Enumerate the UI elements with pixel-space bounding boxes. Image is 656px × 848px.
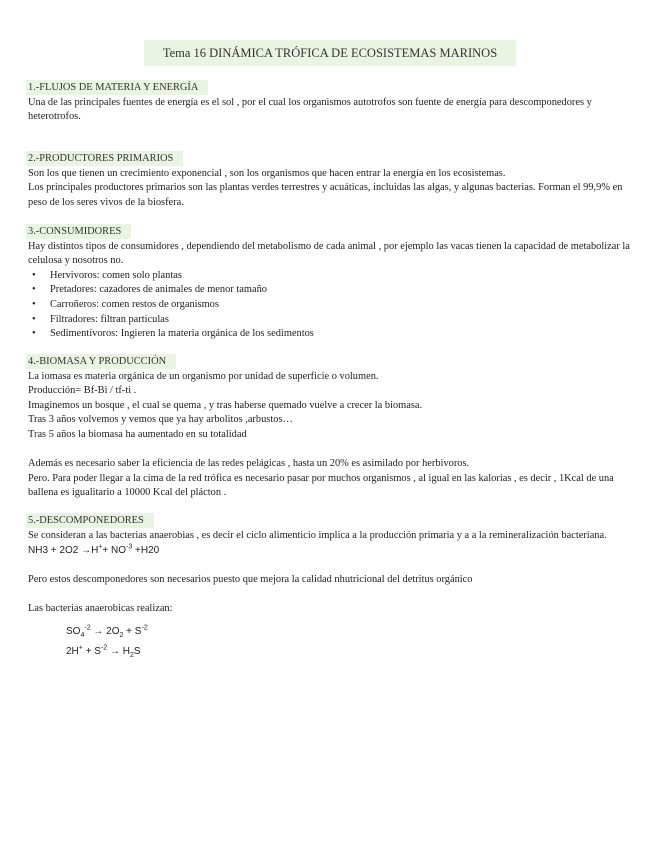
- paragraph: Pero estos descomponedores son necesarios puesto que mejora la calidad nhutricional del detritus orgánico: [28, 573, 473, 585]
- paragraph: Son los que tienen un crecimiento exponencial , son los organismos que hacen entrar la energía en los ecosistemas.: [28, 167, 506, 179]
- reaction-equation: $NH3 + 2O2 \to H^++ NO^{-3} +H20$: [28, 543, 160, 557]
- list-item: • Carroñeros: comen restos de organismos: [28, 298, 632, 313]
- section-heading: 3.-CONSUMIDORES: [26, 224, 131, 239]
- consumer-list: [28, 269, 632, 342]
- paragraph: Las bacterias anaerobicas realizan:: [28, 602, 173, 614]
- section-descomponedores: [28, 513, 632, 665]
- section-heading: 5.-DESCOMPONEDORES: [26, 513, 154, 528]
- paragraph: Pero. Para poder llegar a la cima de la red trófica es necesario pasar por muchos organismos , al igual en las kalorias , es decir , 1Kcal de una ballena es igualitario a 10000 Kcal del plácton .: [28, 472, 614, 499]
- paragraph: Se consideran a las bacterias anaerobias , es decir el ciclo alimenticio implica a la producción primaria y a a la remineralización bacteriana.: [28, 529, 607, 541]
- section-biomasa: [28, 354, 632, 501]
- list-item: • Filtradores: filtran particulas: [28, 313, 632, 328]
- paragraph: Los principales productores primarios son las plantas verdes terrestres y acuáticas, incluidas las algas, y algunas bacterias. Forman el 99,9% en peso de los seres vivos de la biosfera.: [28, 182, 623, 208]
- text-line: Tras 5 años la biomasa ha aumentado en su totalidad: [28, 428, 247, 440]
- section-flujos: [28, 80, 632, 125]
- list-item: • Pretadores: cazadores de animales de menor tamaño: [28, 283, 632, 298]
- section-heading: 1.-FLUJOS DE MATERIA Y ENERGÍA: [26, 80, 208, 95]
- list-item: • Hervivoros: comen solo plantas: [28, 269, 632, 284]
- text-line: Tras 3 años volvemos y vemos que ya hay arbolitos ,arbustos…: [28, 414, 293, 426]
- section-productores: [28, 151, 632, 210]
- text-line: Imaginemos un bosque , el cual se quema , y tras haberse quemado vuelve a crecer la biomasa.: [28, 399, 423, 411]
- text-line: Producción= Bf-Bi / tf-ti .: [28, 385, 137, 397]
- paragraph: Una de las principales fuentes de energía es el sol , por el cual los organismos autotrofos son fuente de energía para descomponedores y heterotrofos.: [28, 96, 592, 123]
- paragraph: Además es necesario saber la eficiencia de las redes pelágicas , hasta un 20% es asimilado por herbivoros.: [28, 458, 470, 470]
- formula-block: [66, 625, 632, 659]
- section-consumidores: [28, 224, 632, 342]
- text-line: La iomasa es materia orgánica de un organismo por unidad de superficie o volumen.: [28, 370, 379, 382]
- list-item: • Sedimentívoros: Ingieren la materia orgánica de los sedimentos: [28, 327, 632, 342]
- formula-line: $2H^+ + S^{-2} \to H_2S$: [66, 644, 141, 659]
- formula-line: $SO_4^{-2} \to 2O_2 + S^{-2}$: [66, 624, 148, 639]
- section-heading: 2.-PRODUCTORES PRIMARIOS: [26, 151, 183, 166]
- paragraph: Hay distintos tipos de consumidores , dependiendo del metabolismo de cada animal , por ejemplo las vacas tienen la capacidad de metabolizar la celulosa y nosotros no.: [28, 240, 630, 267]
- page-title: Tema 16 DINÁMICA TRÓFICA DE ECOSISTEMAS MARINOS: [144, 40, 516, 66]
- section-heading: 4.-BIOMASA Y PRODUCCIÓN: [26, 354, 176, 369]
